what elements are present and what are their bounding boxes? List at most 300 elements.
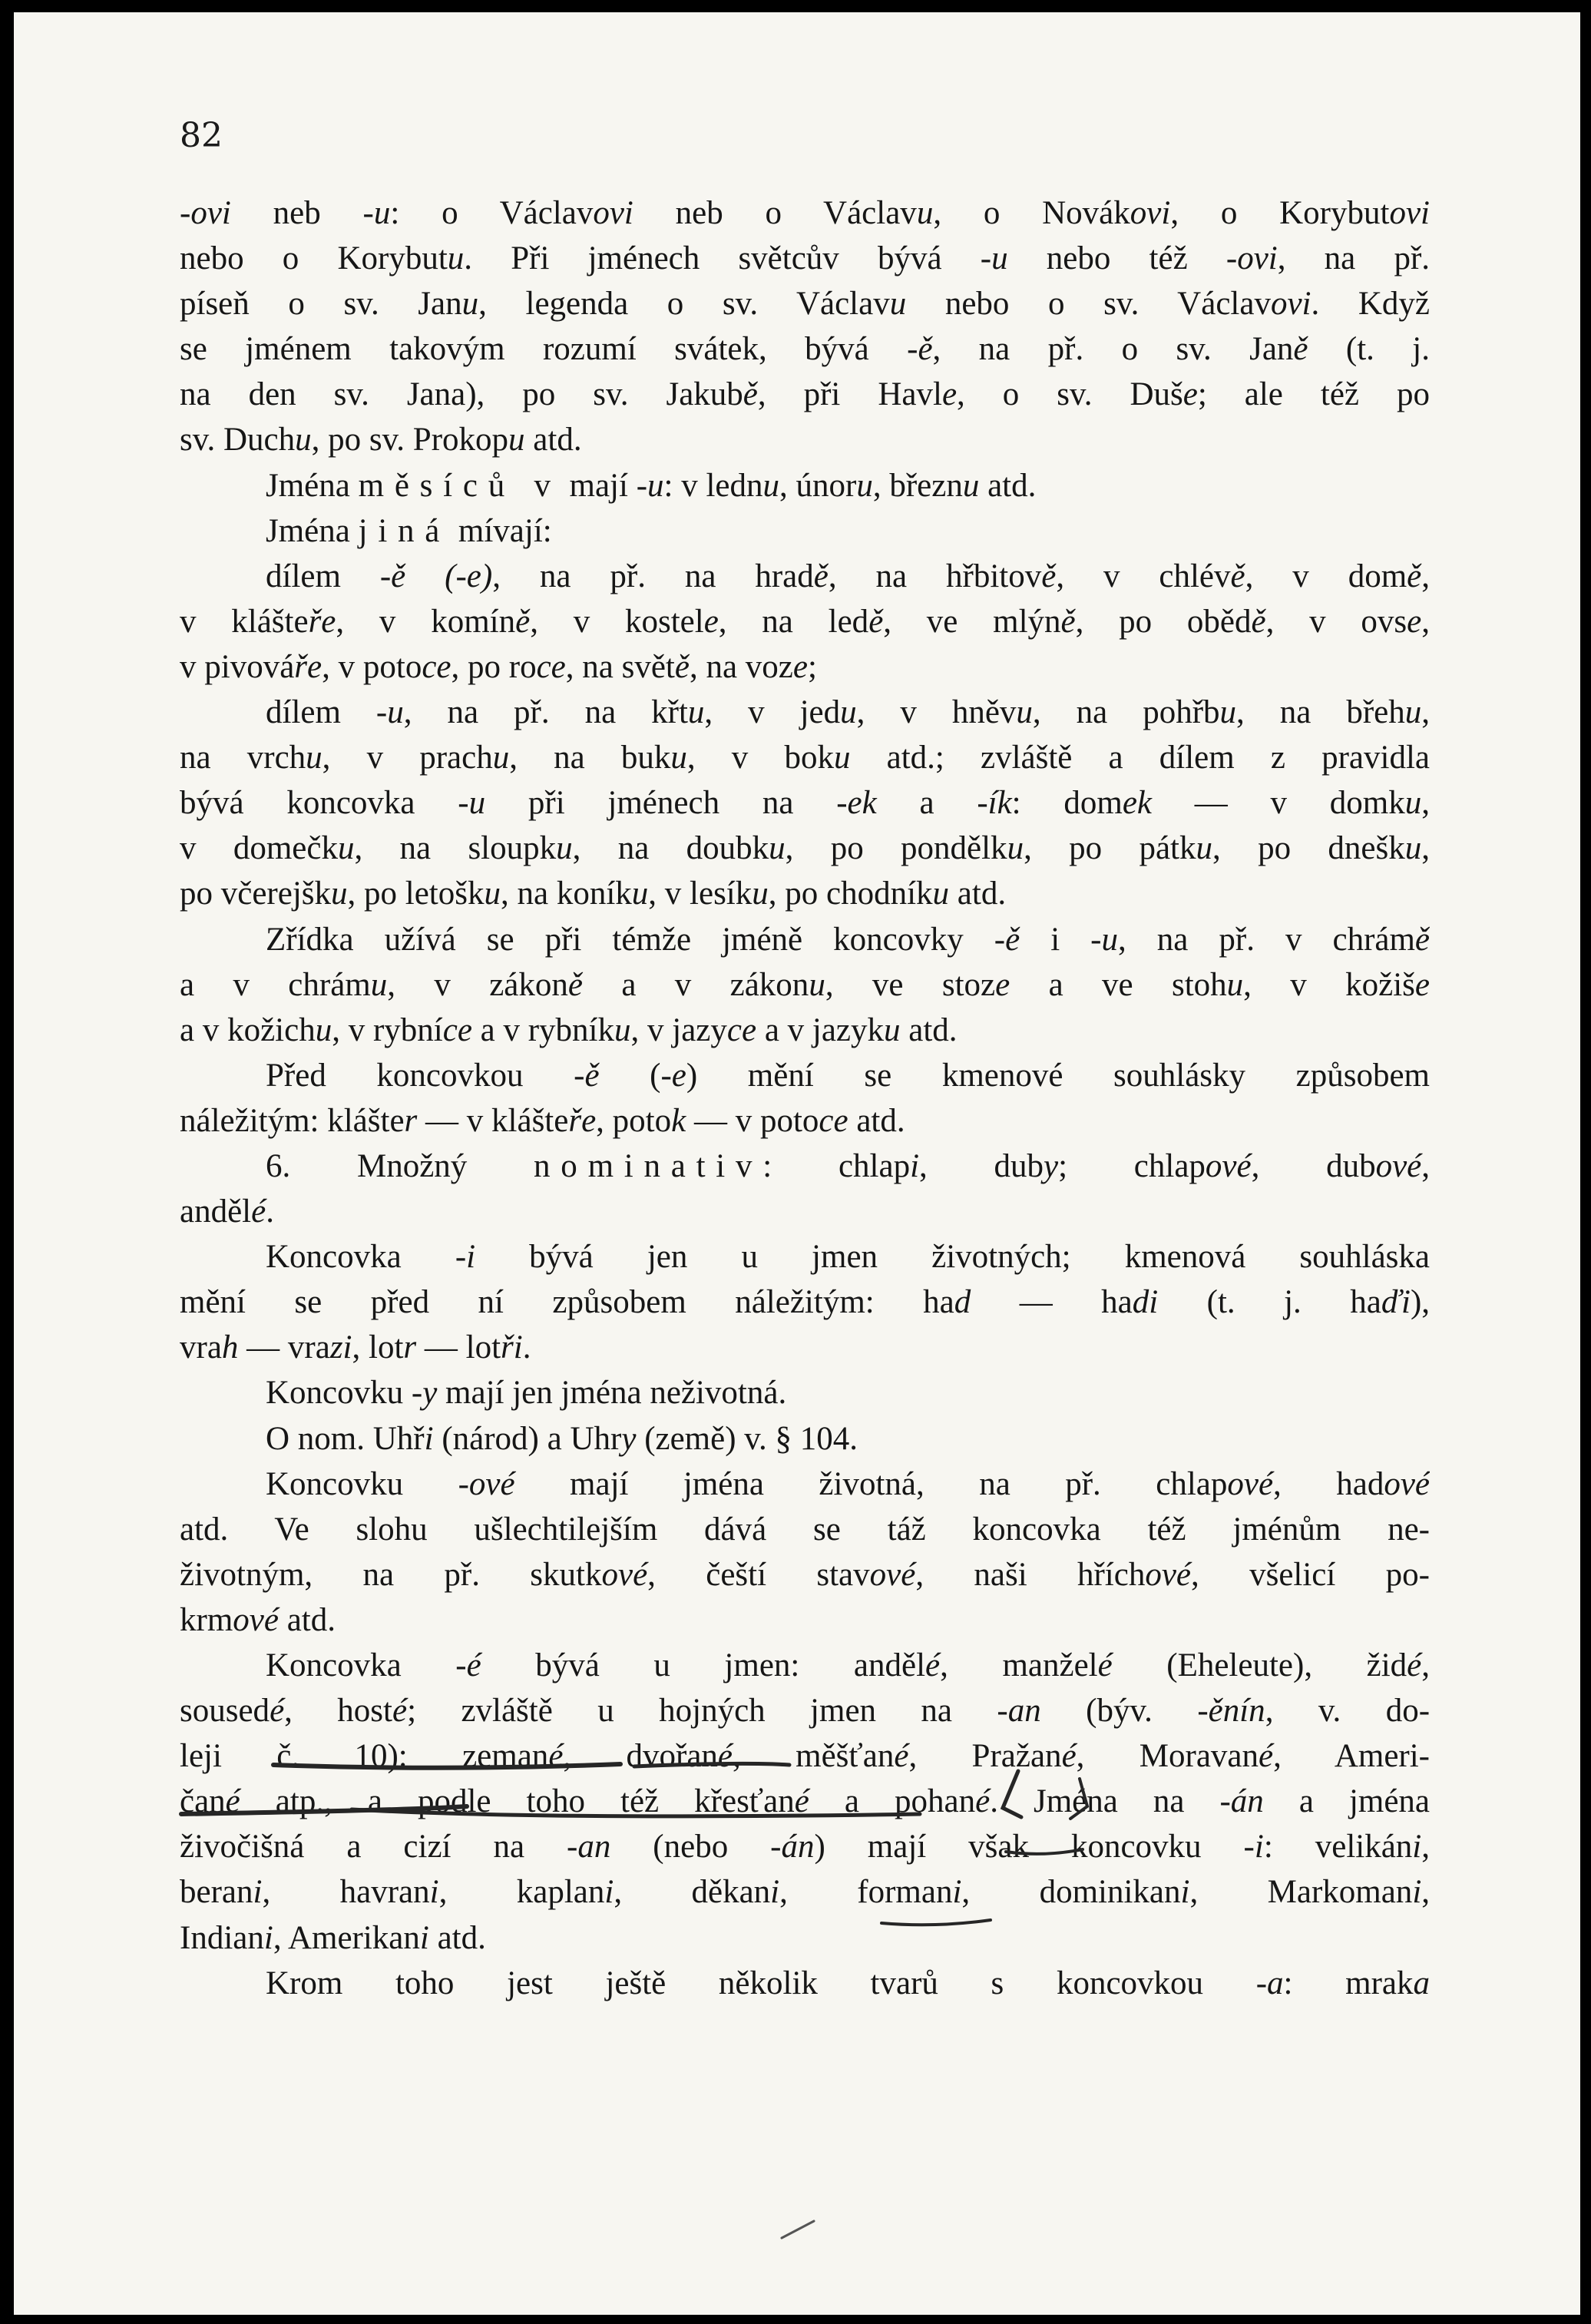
text-line bbox=[180, 690, 1430, 735]
text-run: , v kožiš bbox=[1243, 966, 1415, 1003]
text-run: ; ale též po bbox=[1197, 376, 1430, 413]
italic-run: ové bbox=[1227, 1465, 1274, 1502]
italic-run: ě bbox=[1230, 558, 1245, 594]
italic-run: ě bbox=[674, 648, 690, 685]
italic-run: i bbox=[604, 1874, 614, 1911]
text-run: soused bbox=[180, 1693, 270, 1730]
italic-run: -u bbox=[375, 694, 404, 731]
text-run: na vrch bbox=[180, 740, 306, 776]
text-run: — v domk bbox=[1152, 785, 1405, 822]
text-run: i bbox=[1020, 921, 1091, 958]
italic-run: u bbox=[1007, 830, 1024, 867]
italic-run: i bbox=[952, 1874, 962, 1911]
text-run: — vra bbox=[238, 1329, 330, 1366]
text-run: : v ledn bbox=[663, 467, 763, 504]
text-run: , Amerikan bbox=[273, 1919, 420, 1956]
text-run: , poto bbox=[596, 1102, 672, 1139]
text-run: , Markoman bbox=[1189, 1874, 1413, 1911]
italic-run: y bbox=[1044, 1147, 1059, 1184]
italic-run: u bbox=[1404, 694, 1422, 731]
text-run: , všelicí po- bbox=[1191, 1556, 1430, 1593]
text-line bbox=[180, 917, 1430, 962]
text-line bbox=[180, 508, 1430, 554]
pencil-mark bbox=[782, 2221, 814, 2238]
text-run: Před koncovkou bbox=[266, 1057, 574, 1094]
text-run: a bbox=[876, 785, 977, 822]
italic-run: u bbox=[306, 740, 322, 776]
text-run: dílem bbox=[266, 694, 376, 731]
italic-run: -ovi bbox=[180, 195, 231, 231]
text-run: v domečk bbox=[180, 830, 338, 867]
italic-run: i bbox=[1412, 1874, 1422, 1911]
text-run: a jména bbox=[1263, 1783, 1430, 1820]
italic-run: ďi bbox=[1381, 1284, 1411, 1321]
text-run: mají bbox=[561, 467, 637, 504]
text-run: , v hněv bbox=[856, 694, 1017, 731]
italic-run: ě bbox=[813, 558, 829, 594]
italic-run: e bbox=[1414, 966, 1430, 1003]
text-run: při jménech na bbox=[485, 785, 837, 822]
text-line bbox=[180, 1869, 1430, 1915]
text-run: atd. bbox=[278, 1601, 336, 1638]
text-run: , v kostel bbox=[530, 603, 704, 640]
italic-run: i bbox=[424, 1420, 434, 1457]
italic-run: e bbox=[941, 376, 958, 413]
text-run: ; zvláště u hojných jmen na bbox=[407, 1693, 997, 1730]
text-run: , Pražan bbox=[908, 1738, 1062, 1775]
text-run: , bbox=[1421, 1829, 1430, 1865]
text-run: , bbox=[1421, 1874, 1430, 1911]
italic-run: ce bbox=[536, 648, 566, 685]
italic-run: é bbox=[1259, 1738, 1274, 1775]
text-run: — ha bbox=[971, 1284, 1133, 1321]
text-run: , dub bbox=[1251, 1147, 1376, 1184]
text-run: bývá koncovka bbox=[180, 785, 458, 822]
text-run: , Ameri- bbox=[1273, 1738, 1430, 1775]
italic-run: ě bbox=[1041, 558, 1057, 594]
spaced-run: měsíců v bbox=[358, 467, 561, 504]
italic-run: ce bbox=[726, 1011, 757, 1048]
text-run: Koncovku bbox=[266, 1465, 458, 1502]
italic-run: d bbox=[954, 1284, 971, 1321]
italic-run: é bbox=[392, 1693, 408, 1730]
italic-run: i bbox=[770, 1874, 780, 1911]
italic-run: -ě bbox=[994, 921, 1020, 958]
text-line bbox=[180, 826, 1430, 871]
italic-run: u bbox=[962, 467, 980, 504]
text-run: , ve stoz bbox=[825, 966, 996, 1003]
text-run: , na koník bbox=[500, 876, 632, 912]
text-run: , dub bbox=[919, 1147, 1044, 1184]
italic-run: -y bbox=[411, 1375, 438, 1412]
italic-run: ě bbox=[1293, 331, 1308, 368]
text-run: a pohan bbox=[809, 1783, 976, 1820]
text-run: (národ) a Uhr bbox=[433, 1420, 622, 1457]
italic-run: -ě bbox=[907, 331, 933, 368]
italic-run: ové bbox=[1145, 1556, 1192, 1593]
text-run: živočišná a cizí na bbox=[180, 1829, 567, 1865]
italic-run: i bbox=[1412, 1829, 1422, 1865]
text-run: a v kožich bbox=[180, 1011, 316, 1048]
text-line bbox=[180, 1824, 1430, 1869]
text-run: , na doubk bbox=[572, 830, 769, 867]
italic-run: u bbox=[884, 1011, 901, 1048]
text-run: , po dnešk bbox=[1212, 830, 1405, 867]
text-run: , na buk bbox=[509, 740, 671, 776]
text-run: : chlap bbox=[762, 1147, 911, 1184]
text-run: , bbox=[1421, 558, 1430, 594]
text-run: a ve stoh bbox=[1010, 966, 1227, 1003]
italic-run: e bbox=[703, 603, 719, 640]
text-line bbox=[180, 236, 1430, 281]
text-run: , v poto bbox=[322, 648, 422, 685]
text-run: se jménem takovým rozumí svátek, bývá bbox=[180, 331, 908, 368]
text-line bbox=[180, 463, 1430, 508]
text-run: , v ovs bbox=[1265, 603, 1407, 640]
text-run: , únor bbox=[779, 467, 857, 504]
italic-run: é bbox=[717, 1738, 733, 1775]
text-run: ; bbox=[807, 648, 817, 685]
text-run: , bbox=[1421, 785, 1430, 822]
italic-run: u bbox=[337, 830, 355, 867]
text-run: Koncovka bbox=[266, 1647, 456, 1683]
text-run: , v chlév bbox=[1056, 558, 1231, 594]
text-run: — v poto bbox=[686, 1102, 819, 1139]
text-run: , čeští stav bbox=[647, 1556, 870, 1593]
text-line bbox=[180, 1098, 1430, 1144]
text-run: , naši hřích bbox=[915, 1556, 1146, 1593]
text-line bbox=[180, 1189, 1430, 1234]
text-run: , v bok bbox=[686, 740, 834, 776]
italic-run: -i bbox=[1243, 1829, 1264, 1865]
text-line bbox=[180, 417, 1430, 462]
italic-run: -é bbox=[455, 1647, 481, 1683]
text-run: , po letošk bbox=[347, 876, 485, 912]
italic-run: u bbox=[833, 740, 851, 776]
text-run: , o sv. Duš bbox=[957, 376, 1183, 413]
italic-run: ě bbox=[743, 376, 758, 413]
italic-run: -ě (-e) bbox=[379, 558, 493, 594]
text-run: , při Havl bbox=[757, 376, 942, 413]
italic-run: ě bbox=[1407, 558, 1422, 594]
text-run: , host bbox=[284, 1693, 392, 1730]
text-run: , na sloupk bbox=[354, 830, 557, 867]
text-run: a v zákon bbox=[582, 966, 809, 1003]
italic-run: i bbox=[910, 1147, 920, 1184]
text-run: , na svět bbox=[565, 648, 675, 685]
text-line bbox=[180, 1779, 1430, 1824]
text-run: v klášte bbox=[180, 603, 309, 640]
italic-run: u bbox=[1226, 966, 1244, 1003]
text-line bbox=[180, 1370, 1430, 1415]
text-line bbox=[180, 644, 1430, 690]
text-run: , bbox=[1421, 603, 1430, 640]
text-run: , v prach bbox=[322, 740, 493, 776]
text-run: Koncovku bbox=[266, 1375, 412, 1412]
text-run: : velikán bbox=[1263, 1829, 1413, 1865]
italic-run: e bbox=[792, 648, 808, 685]
italic-run: é bbox=[225, 1783, 240, 1820]
italic-run: ové bbox=[1384, 1465, 1430, 1502]
italic-run: ovi bbox=[1270, 286, 1312, 323]
italic-run: -ík bbox=[977, 785, 1012, 822]
text-run: , v jazy bbox=[630, 1011, 727, 1048]
text-line bbox=[180, 1008, 1430, 1053]
italic-run: u bbox=[331, 876, 348, 912]
italic-run: -u bbox=[636, 467, 664, 504]
text-run: (země) v. § 104. bbox=[636, 1420, 858, 1457]
italic-run: -ové bbox=[458, 1465, 515, 1502]
italic-run: u bbox=[889, 286, 907, 323]
text-run: ), bbox=[1410, 1284, 1430, 1321]
italic-run: é bbox=[1061, 1738, 1077, 1775]
italic-run: u bbox=[508, 422, 525, 459]
spaced-run: jiná bbox=[358, 512, 451, 549]
text-line bbox=[180, 599, 1430, 644]
text-run: , po chodník bbox=[768, 876, 933, 912]
italic-run: u bbox=[687, 694, 705, 731]
text-line bbox=[180, 962, 1430, 1008]
text-run: Zřídka užívá se při témže jméně koncovky bbox=[266, 921, 994, 958]
italic-run: é bbox=[270, 1693, 285, 1730]
text-line bbox=[180, 1915, 1430, 1961]
text-run: v pivová bbox=[180, 648, 295, 685]
text-run: čan bbox=[180, 1783, 226, 1820]
text-run: : dom bbox=[1011, 785, 1123, 822]
text-run: ( bbox=[599, 1057, 661, 1094]
text-run: , manžel bbox=[940, 1647, 1098, 1683]
italic-run: -a bbox=[1255, 1965, 1284, 2001]
italic-run: ové bbox=[1205, 1147, 1252, 1184]
text-run: , dominikan bbox=[961, 1874, 1181, 1911]
italic-run: u bbox=[1016, 694, 1033, 731]
italic-run: é bbox=[894, 1738, 909, 1775]
italic-run: -an bbox=[567, 1829, 611, 1865]
text-run: , na voz bbox=[689, 648, 793, 685]
text-run: , havran bbox=[262, 1874, 430, 1911]
italic-run: e bbox=[995, 966, 1011, 1003]
italic-run: é bbox=[251, 1193, 266, 1230]
italic-run: k bbox=[671, 1102, 686, 1139]
text-run: Jména bbox=[266, 512, 359, 549]
text-run: ; chlap bbox=[1058, 1147, 1206, 1184]
italic-run: ce bbox=[819, 1102, 848, 1139]
text-run: neb o Václav bbox=[633, 195, 917, 231]
text-run: , v jed bbox=[704, 694, 841, 731]
italic-run: ek bbox=[1122, 785, 1153, 822]
text-run: a v jazyk bbox=[756, 1011, 885, 1048]
italic-run: ře bbox=[308, 603, 336, 640]
italic-run: u bbox=[492, 740, 510, 776]
italic-run: e bbox=[1407, 603, 1422, 640]
text-line bbox=[180, 372, 1430, 417]
text-run: Jména bbox=[266, 467, 359, 504]
italic-run: i bbox=[253, 1874, 263, 1911]
text-run: , o Novák bbox=[933, 195, 1130, 231]
text-run: píseň o sv. Jan bbox=[180, 286, 462, 323]
text-run: bývá jen u jmen životných; kmenová souhláska bbox=[475, 1239, 1430, 1276]
text-run: anděl bbox=[180, 1193, 252, 1230]
text-run: , dvořan bbox=[563, 1738, 718, 1775]
italic-run: ě bbox=[1251, 603, 1266, 640]
text-run: nebo o Korybut bbox=[180, 240, 448, 277]
italic-run: ovi bbox=[1130, 195, 1171, 231]
text-run: , bbox=[1421, 830, 1430, 867]
italic-run: ě bbox=[1414, 921, 1430, 958]
text-run: : mrak bbox=[1283, 1965, 1414, 2001]
text-run: , na hřbitov bbox=[828, 558, 1042, 594]
text-run: leji č. 10): zeman bbox=[180, 1738, 549, 1775]
text-run: ) mění se kmenové souhlásky způsobem bbox=[686, 1057, 1430, 1094]
text-run: atd. bbox=[428, 1919, 486, 1956]
text-run: , v rybní bbox=[332, 1011, 443, 1048]
text-run: , děkan bbox=[614, 1874, 771, 1911]
italic-run: é bbox=[1407, 1647, 1422, 1683]
text-run: , na př. o sv. Jan bbox=[932, 331, 1294, 368]
italic-run: ě bbox=[567, 966, 583, 1003]
text-run: , v dom bbox=[1245, 558, 1407, 594]
text-run: neb bbox=[230, 195, 363, 231]
text-line bbox=[180, 554, 1430, 599]
text-run: (t. j. ha bbox=[1158, 1284, 1381, 1321]
text-run: , v komín bbox=[336, 603, 516, 640]
text-run: ) mají však koncovku bbox=[814, 1829, 1244, 1865]
text-run: beran bbox=[180, 1874, 253, 1911]
text-run: O nom. Uhř bbox=[266, 1420, 425, 1457]
text-run: atd. bbox=[979, 467, 1037, 504]
text-run: . Jména na bbox=[990, 1783, 1220, 1820]
italic-run: i bbox=[419, 1919, 429, 1956]
italic-run: u bbox=[631, 876, 649, 912]
italic-run: h bbox=[221, 1329, 239, 1366]
text-run: , měšťan bbox=[733, 1738, 895, 1775]
text-run: mívají: bbox=[450, 512, 552, 549]
italic-run: -an bbox=[997, 1693, 1041, 1730]
text-run: a v rybník bbox=[471, 1011, 615, 1048]
text-line bbox=[180, 1053, 1430, 1098]
italic-run: i bbox=[429, 1874, 439, 1911]
text-run: životným, na př. skutk bbox=[180, 1556, 602, 1593]
page-number: 82 bbox=[180, 116, 223, 155]
italic-run: u bbox=[1219, 694, 1237, 731]
text-run: , na př. na křt bbox=[403, 694, 688, 731]
text-run: . bbox=[266, 1193, 274, 1230]
text-line bbox=[180, 1507, 1430, 1552]
text-line bbox=[180, 1144, 1430, 1189]
italic-run: u bbox=[932, 876, 950, 912]
italic-run: u bbox=[484, 876, 501, 912]
text-run: mají jen jména neživotná. bbox=[437, 1375, 787, 1412]
italic-run: -ě bbox=[574, 1057, 600, 1094]
text-run: . Když bbox=[1311, 286, 1430, 323]
text-run: atd. bbox=[848, 1102, 905, 1139]
text-run: po včerejšk bbox=[180, 876, 332, 912]
italic-run: u bbox=[769, 830, 786, 867]
text-run: , březn bbox=[872, 467, 963, 504]
text-run: , bbox=[1421, 1647, 1430, 1683]
text-run: vra bbox=[180, 1329, 222, 1366]
italic-run: a bbox=[1413, 1965, 1430, 2001]
spaced-run: nominativ bbox=[534, 1147, 763, 1184]
italic-run: ové bbox=[1375, 1147, 1422, 1184]
text-run: , Moravan bbox=[1076, 1738, 1259, 1775]
text-run: , na břeh bbox=[1236, 694, 1405, 731]
text-run: atd.; zvláště a dílem z pravidla bbox=[850, 740, 1430, 776]
text-run: , o Korybut bbox=[1170, 195, 1390, 231]
text-run: mění se před ní způsobem náležitým: ha bbox=[180, 1284, 954, 1321]
text-run: nebo též bbox=[1007, 240, 1226, 277]
italic-run: u bbox=[461, 286, 479, 323]
text-run: , na př. na hrad bbox=[492, 558, 814, 594]
italic-run: u bbox=[614, 1011, 631, 1048]
italic-run: e bbox=[1182, 376, 1198, 413]
text-run: , po pondělk bbox=[785, 830, 1007, 867]
text-line bbox=[180, 1688, 1430, 1733]
text-line bbox=[180, 780, 1430, 826]
italic-run: ři bbox=[501, 1329, 523, 1366]
italic-run: ové bbox=[869, 1556, 916, 1593]
text-run: , po oběd bbox=[1075, 603, 1252, 640]
italic-run: u bbox=[295, 422, 312, 459]
text-line bbox=[180, 1462, 1430, 1507]
italic-run: -u bbox=[1090, 921, 1118, 958]
italic-run: u bbox=[670, 740, 687, 776]
text-line bbox=[180, 1643, 1430, 1688]
text-run: krm bbox=[180, 1601, 233, 1638]
italic-run: u bbox=[1404, 785, 1422, 822]
italic-run: -ěnín bbox=[1197, 1693, 1265, 1730]
text-run: mají jména životná, na př. chlap bbox=[514, 1465, 1228, 1502]
text-run: , kaplan bbox=[438, 1874, 605, 1911]
text-run: , v zákon bbox=[387, 966, 568, 1003]
italic-run: y bbox=[621, 1420, 637, 1457]
italic-run: zi bbox=[329, 1329, 352, 1366]
text-line bbox=[180, 1961, 1430, 2006]
italic-run: ě bbox=[1060, 603, 1076, 640]
italic-run: u bbox=[447, 240, 465, 277]
text-run: bývá u jmen: anděl bbox=[481, 1647, 926, 1683]
text-run: , bbox=[1421, 1147, 1430, 1184]
text-run: : o Václav bbox=[390, 195, 594, 231]
italic-run: é bbox=[925, 1647, 941, 1683]
text-run: , lot bbox=[352, 1329, 404, 1366]
italic-run: u bbox=[752, 876, 769, 912]
text-run: , na pohřb bbox=[1032, 694, 1220, 731]
text-run: atp., a podle toho též křesťan bbox=[240, 1783, 795, 1820]
body-text bbox=[180, 190, 1430, 2006]
italic-run: -u bbox=[980, 240, 1008, 277]
italic-run: -ek bbox=[836, 785, 877, 822]
text-run: , po sv. Prokop bbox=[311, 422, 509, 459]
text-run: , v. do- bbox=[1265, 1693, 1430, 1730]
text-run: Krom toho jest ještě několik tvarů s koncovkou bbox=[266, 1965, 1256, 2001]
text-run: , na př. v chrám bbox=[1118, 921, 1415, 958]
text-run: na den sv. Jana), po sv. Jakub bbox=[180, 376, 743, 413]
italic-run: é bbox=[1097, 1647, 1113, 1683]
italic-run: é bbox=[975, 1783, 991, 1820]
text-line bbox=[180, 281, 1430, 326]
italic-run: ovi bbox=[593, 195, 633, 231]
text-run: dílem bbox=[266, 558, 380, 594]
text-run: Indian bbox=[180, 1919, 264, 1956]
text-run: (Eheleute), žid bbox=[1112, 1647, 1407, 1683]
text-run: atd. Ve slohu ušlechtilejším dává se táž koncovka též jménům ne- bbox=[180, 1511, 1430, 1548]
text-run: — lot bbox=[416, 1329, 501, 1366]
italic-run: u bbox=[1196, 830, 1212, 867]
italic-run: ře bbox=[294, 648, 322, 685]
text-line bbox=[180, 1325, 1430, 1370]
text-run: a v chrám bbox=[180, 966, 371, 1003]
